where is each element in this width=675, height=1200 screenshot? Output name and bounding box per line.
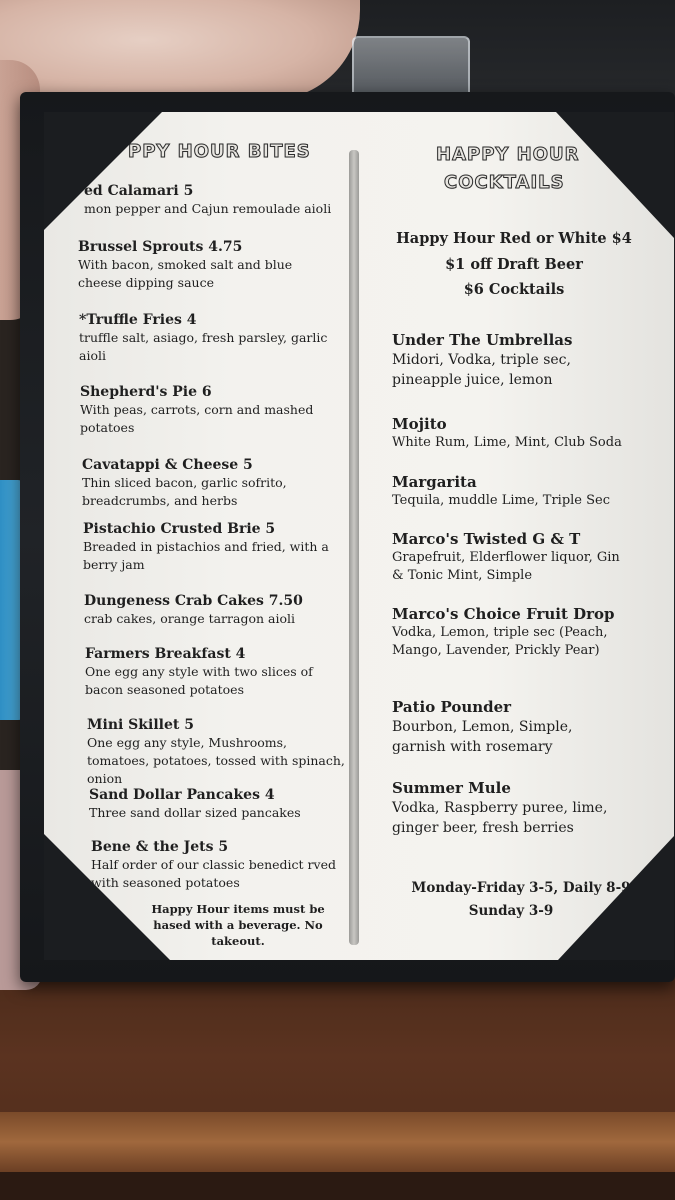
menu-item: Cavatappi & Cheese 5 Thin sliced bacon, garlic sofrito, breadcrumbs, and herbs xyxy=(82,457,287,508)
cocktail-item: Mojito White Rum, Lime, Mint, Club Soda xyxy=(392,415,622,450)
table-edge xyxy=(0,1112,675,1172)
cocktail-item: Marco's Choice Fruit Drop Vodka, Lemon, triple sec (Peach, Mango, Lavender, Prickly Pear) xyxy=(392,605,615,658)
special-cocktails: $6 Cocktails xyxy=(463,281,565,298)
cocktail-item: Summer Mule Vodka, Raspberry puree, lime, ginger beer, fresh berries xyxy=(392,779,608,836)
column-divider xyxy=(349,150,359,945)
hours-weekday: Monday-Friday 3-5, Daily 8-9 xyxy=(411,880,631,896)
disclaimer-note: Happy Hour items must be hased with a beverage. No takeout. xyxy=(151,902,325,948)
menu-item: Dungeness Crab Cakes 7.50 crab cakes, orange tarragon aioli xyxy=(84,593,303,626)
menu-item: Shepherd's Pie 6 With peas, carrots, corn and mashed potatoes xyxy=(80,384,314,435)
cocktails-heading-line1: HAPPY HOUR xyxy=(436,144,580,165)
table-bottom xyxy=(0,1172,675,1200)
menu-item: Pistachio Crusted Brie 5 Breaded in pistachios and fried, with a berry jam xyxy=(83,521,329,572)
cocktails-heading-line2: COCKTAILS xyxy=(444,172,565,193)
corner-pocket-bottom-right xyxy=(558,836,674,960)
cocktail-item: Marco's Twisted G & T Grapefruit, Elderflower liquor, Gin & Tonic Mint, Simple xyxy=(392,530,620,583)
special-draft-beer: $1 off Draft Beer xyxy=(445,256,583,273)
cocktail-item: Patio Pounder Bourbon, Lemon, Simple, garnish with rosemary xyxy=(392,698,573,755)
menu-item: Mini Skillet 5 One egg any style, Mushrooms, tomatoes, potatoes, tossed with spinach, onion xyxy=(87,717,345,786)
corner-pocket-bottom-left xyxy=(44,834,170,960)
hand xyxy=(0,0,360,100)
corner-pocket-top-right xyxy=(556,112,674,238)
menu-item: Brussel Sprouts 4.75 With bacon, smoked salt and blue cheese dipping sauce xyxy=(78,239,293,290)
menu-item: Farmers Breakfast 4 One egg any style with two slices of bacon seasoned potatoes xyxy=(85,646,313,697)
menu-item: Sand Dollar Pancakes 4 Three sand dollar sized pancakes xyxy=(89,787,301,820)
cocktail-item: Under The Umbrellas Midori, Vodka, triple sec, pineapple juice, lemon xyxy=(392,331,573,388)
menu-item: *Truffle Fries 4 truffle salt, asiago, fresh parsley, garlic aioli xyxy=(79,312,328,363)
special-red-white: Happy Hour Red or White $4 xyxy=(396,230,632,247)
menu-item: ed Calamari 5 mon pepper and Cajun remoulade aioli xyxy=(84,183,332,216)
cocktail-item: Margarita Tequila, muddle Lime, Triple Sec xyxy=(392,473,611,508)
corner-pocket-top-left xyxy=(44,112,162,230)
bites-heading: PPY HOUR BITES xyxy=(128,141,311,162)
menu-item: Bene & the Jets 5 Half order of our classic benedict rved with seasoned potatoes xyxy=(91,839,336,890)
hours-sunday: Sunday 3-9 xyxy=(468,903,554,919)
